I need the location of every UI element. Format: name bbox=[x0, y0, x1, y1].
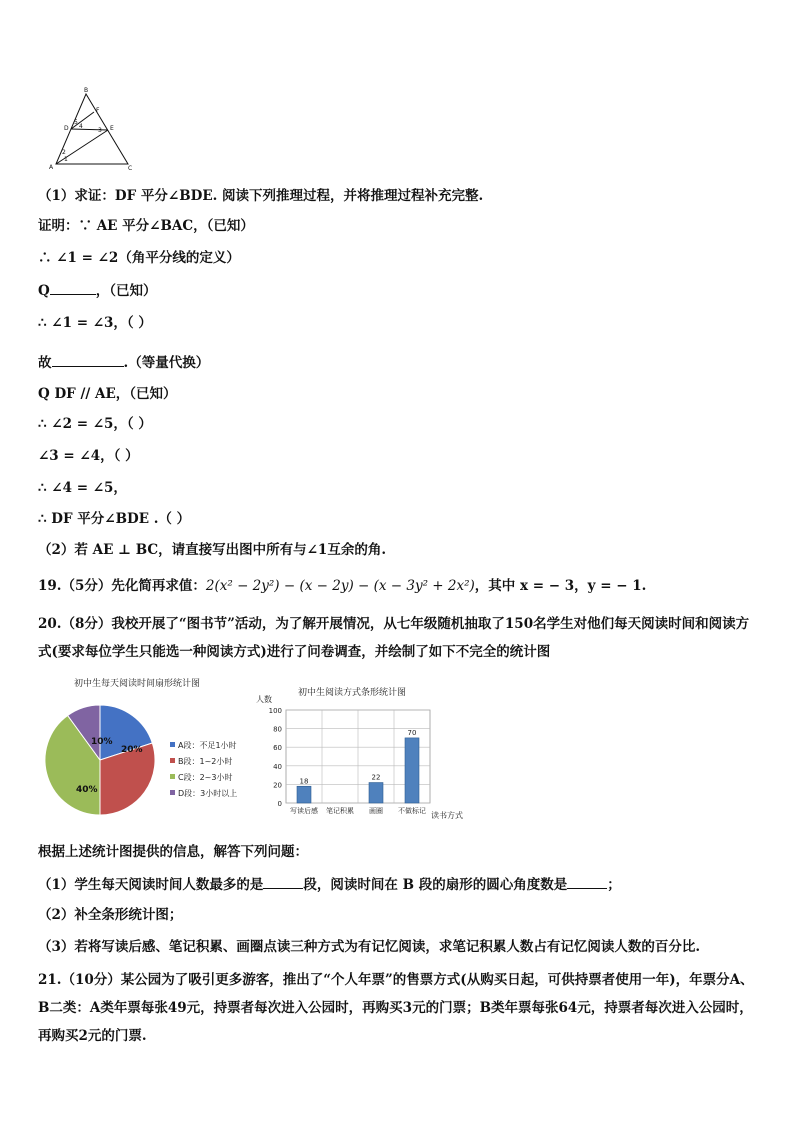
q21-text: 21.（10分）某公园为了吸引更多游客，推出了“个人年票”的售票方式(从购买日起，可供持票者使用一年)，年票分A、B二类：A类年票每张49元，持票者每次进入公园时，再购买3元的门票；B类年票每张64元，持票者每次进入公园时，再购买2元的门票. bbox=[38, 972, 754, 1044]
vertex-a: A bbox=[49, 164, 54, 171]
bar-data-label: 22 bbox=[371, 773, 381, 782]
vertex-d: D bbox=[64, 125, 69, 132]
legend-label: C段：2~3小时 bbox=[178, 773, 233, 782]
bar bbox=[405, 738, 419, 803]
angle-4: 4 bbox=[79, 123, 83, 130]
proof-line-1: 证明：∵ AE 平分∠BAC，（已知） bbox=[38, 218, 254, 234]
proof-line-5: 故 .（等量代换） bbox=[38, 352, 209, 373]
q18-part2: （2）若 AE ⊥ BC，请直接写出图中所有与∠1互余的角. bbox=[38, 542, 387, 558]
x-tick-label: 画圈 bbox=[369, 807, 383, 815]
x-tick-label: 不做标记 bbox=[398, 807, 426, 815]
q20-after: 根据上述统计图提供的信息，解答下列问题： bbox=[38, 844, 308, 860]
y-tick-label: 100 bbox=[268, 707, 282, 715]
bar bbox=[369, 783, 383, 803]
proof-line-6: Q DF // AE，（已知） bbox=[38, 386, 177, 402]
bar bbox=[297, 786, 311, 803]
q20-part1: （1）学生每天阅读时间人数最多的是 段，阅读时间在 B 段的扇形的圆心角度数是 ； bbox=[38, 874, 621, 895]
pie-chart-title: 初中生每天阅读时间扇形统计图 bbox=[74, 679, 201, 689]
q18-part1: （1）求证：DF 平分∠BDE. 阅读下列推理过程，并将推理过程补充完整. bbox=[38, 188, 484, 204]
pie-label: 10% bbox=[91, 737, 113, 747]
y-axis-label: 人数 bbox=[256, 695, 272, 704]
legend-label: B段：1~2小时 bbox=[178, 757, 233, 766]
y-tick-label: 80 bbox=[273, 725, 282, 734]
vertex-c: C bbox=[128, 165, 133, 171]
vertex-f: F bbox=[96, 107, 100, 114]
y-tick-label: 40 bbox=[273, 762, 282, 771]
q19: 19.（5分）先化简再求值：2(x² − 2y²) − (x − 2y) − (x − 3y² + 2x²)，其中 x = − 3，y = − 1. bbox=[38, 578, 647, 594]
vertex-b: B bbox=[84, 87, 89, 94]
proof-line-10: ∴ DF 平分∠BDE .（ ） bbox=[38, 511, 191, 527]
proof-line-4: ∴ ∠1 = ∠3，（ ） bbox=[38, 315, 152, 331]
x-axis-label: 读书方式 bbox=[431, 811, 463, 820]
triangle-figure bbox=[46, 86, 136, 171]
angle-5: 5 bbox=[74, 119, 78, 126]
answer-blank[interactable] bbox=[263, 874, 303, 889]
answer-blank[interactable] bbox=[52, 352, 124, 367]
proof-line-7: ∴ ∠2 = ∠5，（ ） bbox=[38, 416, 152, 432]
x-tick-label: 笔记积累 bbox=[326, 807, 354, 815]
bar-data-label: 70 bbox=[407, 728, 417, 737]
angle-1: 1 bbox=[64, 156, 68, 163]
q20-part2: （2）补全条形统计图； bbox=[38, 907, 183, 923]
answer-blank[interactable] bbox=[50, 280, 96, 295]
proof-line-2: ∴ ∠1 = ∠2（角平分线的定义） bbox=[38, 250, 240, 266]
proof-line-9: ∴ ∠4 = ∠5， bbox=[38, 480, 127, 496]
y-tick-label: 60 bbox=[273, 744, 282, 753]
angle-2: 2 bbox=[62, 149, 66, 156]
q20-part3: （3）若将写读后感、笔记积累、画圈点读三种方式为有记忆阅读，求笔记积累人数占有记忆阅读人数的百分比. bbox=[38, 939, 701, 955]
pie-label: 20% bbox=[121, 745, 143, 755]
vertex-e: E bbox=[110, 125, 114, 132]
bar-data-label: 18 bbox=[299, 777, 309, 786]
bar-chart-title: 初中生阅读方式条形统计图 bbox=[298, 688, 407, 698]
legend-swatch bbox=[170, 790, 175, 795]
y-tick-label: 20 bbox=[273, 781, 282, 790]
pie-label: 40% bbox=[76, 785, 98, 795]
proof-line-8: ∠3 = ∠4，（ ） bbox=[38, 448, 139, 464]
q20-text: 20.（8分）我校开展了“图书节”活动，为了解开展情况，从七年级随机抽取了150名学生对他们每天阅读时间和阅读方式(要求每位学生只能选一种阅读方式)进行了问卷调查，并绘制了如下不完全的统计图 bbox=[38, 616, 750, 660]
legend-swatch bbox=[170, 774, 175, 779]
x-tick-label: 写读后感 bbox=[290, 807, 318, 815]
proof-line-3: Q ，（已知） bbox=[38, 280, 157, 301]
legend-label: A段：不足1小时 bbox=[178, 741, 237, 750]
bar-chart bbox=[254, 690, 474, 825]
legend-swatch bbox=[170, 758, 175, 763]
answer-blank[interactable] bbox=[567, 874, 607, 889]
y-tick-label: 0 bbox=[277, 800, 282, 808]
legend-swatch bbox=[170, 742, 175, 747]
legend-label: D段：3小时以上 bbox=[178, 789, 238, 798]
angle-3: 3 bbox=[98, 127, 102, 134]
pie-chart bbox=[42, 690, 252, 840]
